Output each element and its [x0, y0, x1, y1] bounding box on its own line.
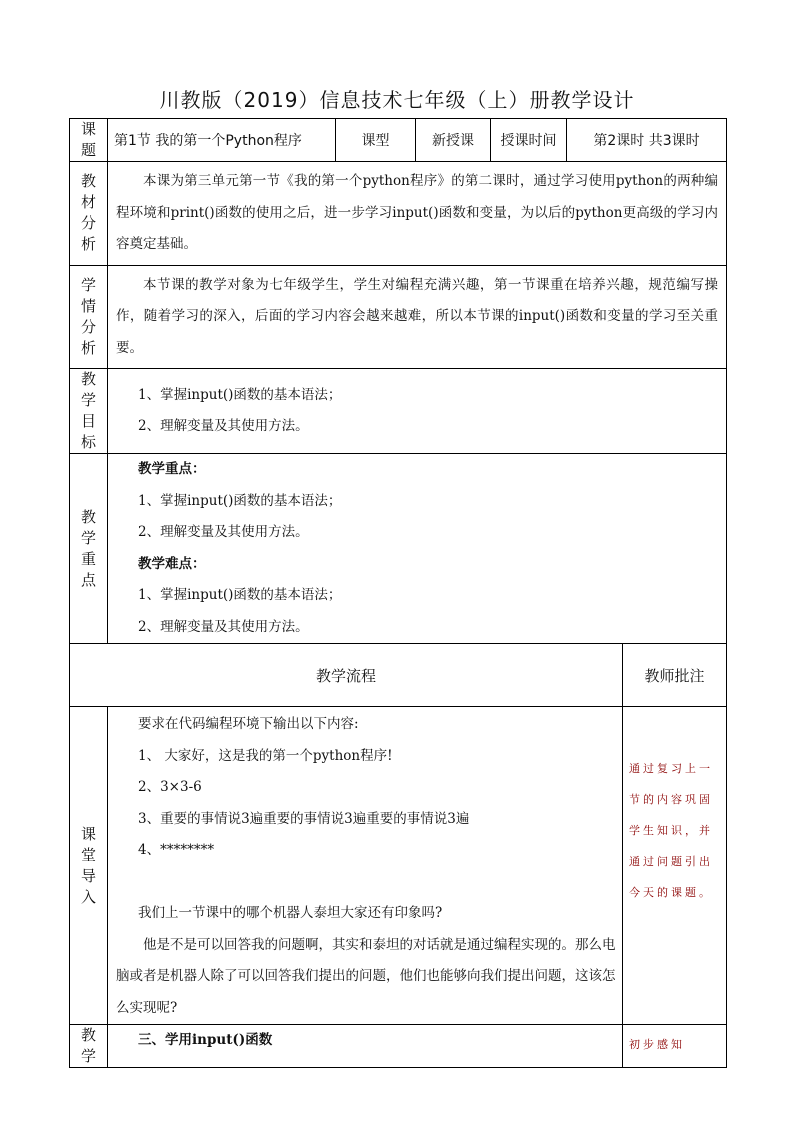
difficult-item: 2、理解变量及其使用方法。 [138, 618, 309, 635]
teaching-note: 初步感知 [623, 1025, 727, 1068]
time-value: 第2课时 共3课时 [567, 119, 727, 162]
intro-item: 3、重要的事情说3遍重要的事情说3遍重要的事情说3遍 [138, 810, 470, 827]
teaching-label: 教 学 [70, 1025, 108, 1068]
goals-label: 教 学 目 标 [70, 369, 108, 454]
goals-list [108, 369, 727, 454]
topic-label: 课 题 [70, 119, 108, 162]
teaching-content [108, 1025, 623, 1068]
material-text: 本课为第三单元第一节《我的第一个python程序》的第二课时，通过学习使用python的两种编程环境和print()函数的使用之后，进一步学习input()函数和变量，为以后的python更高级的学习内容奠定基础。 [108, 162, 727, 266]
key-heading: 教学重点： [138, 461, 206, 477]
teaching-row [70, 1025, 727, 1068]
time-label: 授课时间 [491, 119, 567, 162]
difficult-heading: 教学难点： [138, 555, 206, 572]
intro-note: 通过复习上一节的内容巩固学生知识，并通过问题引出今天的课题。 [623, 707, 727, 1025]
spacer [108, 867, 622, 899]
students-row [70, 265, 727, 369]
goal-item: 2、理解变量及其使用方法。 [138, 418, 309, 434]
lesson-plan-table [69, 118, 727, 1068]
document-title: 川教版（2019）信息技术七年级（上）册教学设计 [159, 88, 635, 112]
intro-item: 1、 大家好，这是我的第一个python程序! [138, 747, 393, 764]
key-points-row [70, 454, 727, 644]
key-points-list [108, 454, 727, 644]
key-item: 1、掌握input()函数的基本语法； [138, 492, 342, 509]
key-points-label: 教 学 重 点 [70, 454, 108, 644]
intro-label: 课 堂 导 入 [70, 707, 108, 1025]
intro-para: 我们上一节课中的哪个机器人泰坦大家还有印象吗? [138, 905, 443, 921]
header-row [70, 119, 727, 162]
goal-item: 1、掌握input()函数的基本语法； [138, 386, 342, 403]
type-value: 新授课 [416, 119, 491, 162]
intro-lead: 要求在代码编程环境下输出以下内容: [138, 716, 359, 732]
intro-item: 4、******** [138, 842, 215, 858]
material-label: 教 材 分 析 [70, 162, 108, 266]
topic-value: 第1节 我的第一个Python程序 [108, 119, 336, 162]
difficult-item: 1、掌握input()函数的基本语法； [138, 587, 342, 603]
intro-row [70, 707, 727, 1025]
intro-item: 2、3×3-6 [138, 779, 202, 795]
students-label: 学 情 分 析 [70, 265, 108, 369]
teaching-heading: 三、学用input()函数 [138, 1032, 273, 1048]
flow-heading: 教学流程 [70, 644, 623, 707]
type-label: 课型 [336, 119, 416, 162]
goals-row [70, 369, 727, 454]
key-item: 2、理解变量及其使用方法。 [138, 524, 309, 540]
intro-content [108, 707, 623, 1025]
flow-header-row [70, 644, 727, 707]
note-heading: 教师批注 [623, 644, 727, 707]
intro-para: 他是不是可以回答我的问题啊，其实和泰坦的对话就是通过编程实现的。那么电脑或者是机器人除了可以回答我们提出的问题，他们也能够向我们提出问题，这该怎么实现呢? [116, 936, 616, 1016]
students-text: 本节课的教学对象为七年级学生，学生对编程充满兴趣，第一节课重在培养兴趣，规范编写操作，随着学习的深入，后面的学习内容会越来越难，所以本节课的input()函数和变量的学习至关重要。 [108, 265, 727, 369]
material-row [70, 162, 727, 266]
